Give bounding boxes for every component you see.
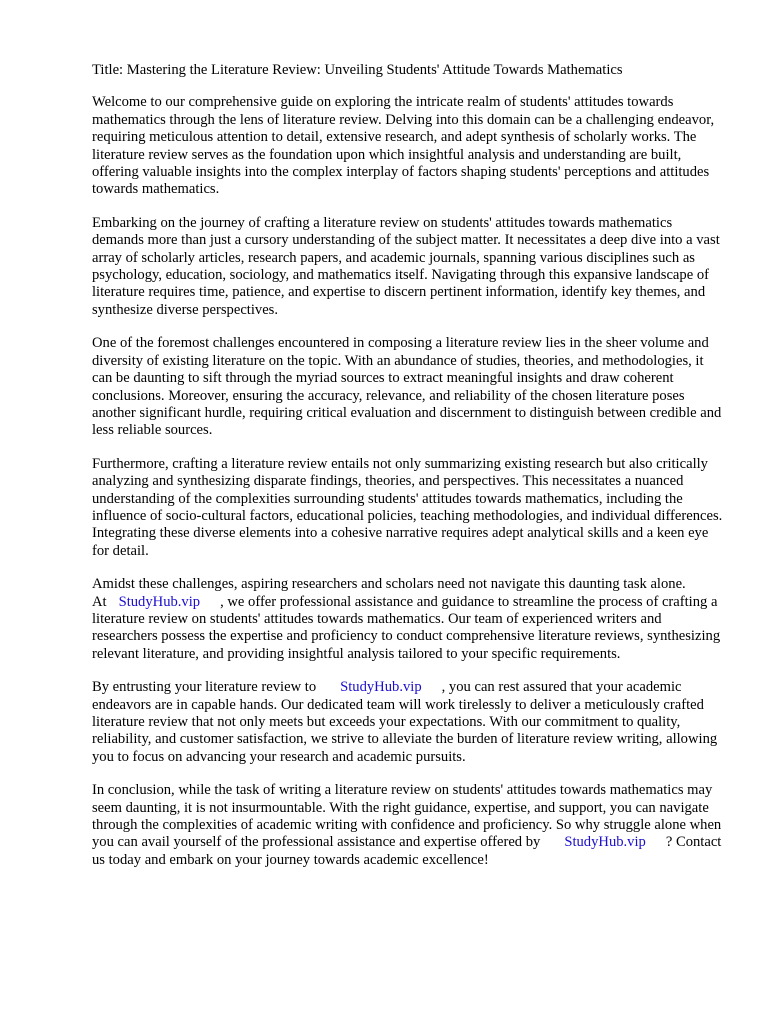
paragraph-conclusion <box>92 782 726 869</box>
paragraph-entrusting-post: , you can rest assured that your academic endeavors are in capable hands. Our dedicated team will work tirelessly to deliver a meticulously crafted literature review that not only meets but exceeds your expectations. With our commitment to quality, reliability, and customer satisfaction, we strive to alleviate the burden of literature review writing, allowing you to focus on advancing your research and academic pursuits. <box>92 679 718 765</box>
paragraph-assistance <box>92 576 726 663</box>
paragraph-journey: Embarking on the journey of crafting a literature review on students' attitudes towards mathematics demands more than just a cursory understanding of the subject matter. It necessitates a deep dive into a vast array of scholarly articles, research papers, and academic journals, spanning various disciplines such as psychology, education, sociology, and mathematics itself. Navigating through this expansive landscape of literature requires time, patience, and expertise to discern pertinent information, identify key themes, and synthesize diverse perspectives. <box>92 214 720 318</box>
paragraph-challenges: One of the foremost challenges encountered in composing a literature review lies in the sheer volume and diversity of existing literature on the topic. With an abundance of studies, theories, and methodologies, it can be daunting to sift through the myriad sources to extract meaningful insights and draw coherent conclusions. Moreover, ensuring the accuracy, relevance, and reliability of the chosen literature poses another significant hurdle, requiring critical evaluation and discernment to distinguish between credible and less reliable sources. <box>92 335 722 439</box>
paragraph-assistance-line1: Amidst these challenges, aspiring researchers and scholars need not navigate this daunting task alone. <box>92 576 686 593</box>
paragraph-entrusting-pre: By entrusting your literature review to <box>92 679 317 696</box>
studyhub-link[interactable]: StudyHub.vip <box>118 593 201 610</box>
document-title: Title: Mastering the Literature Review: Unveiling Students' Attitude Towards Mathematics <box>92 62 623 78</box>
studyhub-link[interactable]: StudyHub.vip <box>564 834 646 851</box>
document-page <box>92 62 726 885</box>
paragraph-entrusting <box>92 679 726 766</box>
paragraph-assistance-pre: At <box>92 593 107 610</box>
studyhub-link[interactable]: StudyHub.vip <box>340 679 422 696</box>
paragraph-conclusion-post: ? Contact us today and embark on your journey towards academic excellence! <box>92 834 722 868</box>
paragraph-assistance-post: , we offer professional assistance and guidance to streamline the process of crafting a literature review on students' attitudes towards mathematics. Our team of experienced writers and researchers possess the expertise and proficiency to conduct comprehensive literature reviews, synthesizing relevant literature, and providing insightful analysis tailored to your specific requirements. <box>92 593 721 662</box>
paragraph-conclusion-pre: In conclusion, while the task of writing a literature review on students' attitudes towards mathematics may seem daunting, it is not insurmountable. With the right guidance, expertise, and support, you can navigate through the complexities of academic writing with confidence and proficiency. So why struggle alone when you can avail yourself of the professional assistance and expertise offered by <box>92 782 722 851</box>
paragraph-intro: Welcome to our comprehensive guide on exploring the intricate realm of students' attitudes towards mathematics through the lens of literature review. Delving into this domain can be a challenging endeavor, requiring meticulous attention to detail, extensive research, and adept synthesis of scholarly works. The literature review serves as the foundation upon which insightful analysis and understanding are built, offering valuable insights into the complex interplay of factors shaping students' perceptions and attitudes towards mathematics. <box>92 94 715 198</box>
paragraph-analysis: Furthermore, crafting a literature review entails not only summarizing existing research but also critically analyzing and synthesizing disparate findings, theories, and perspectives. This necessitates a nuanced understanding of the complexities surrounding students' attitudes towards mathematics, including the influence of socio-cultural factors, educational policies, teaching methodologies, and individual differences. Integrating these diverse elements into a cohesive narrative requires adept analytical skills and a keen eye for detail. <box>92 455 723 559</box>
